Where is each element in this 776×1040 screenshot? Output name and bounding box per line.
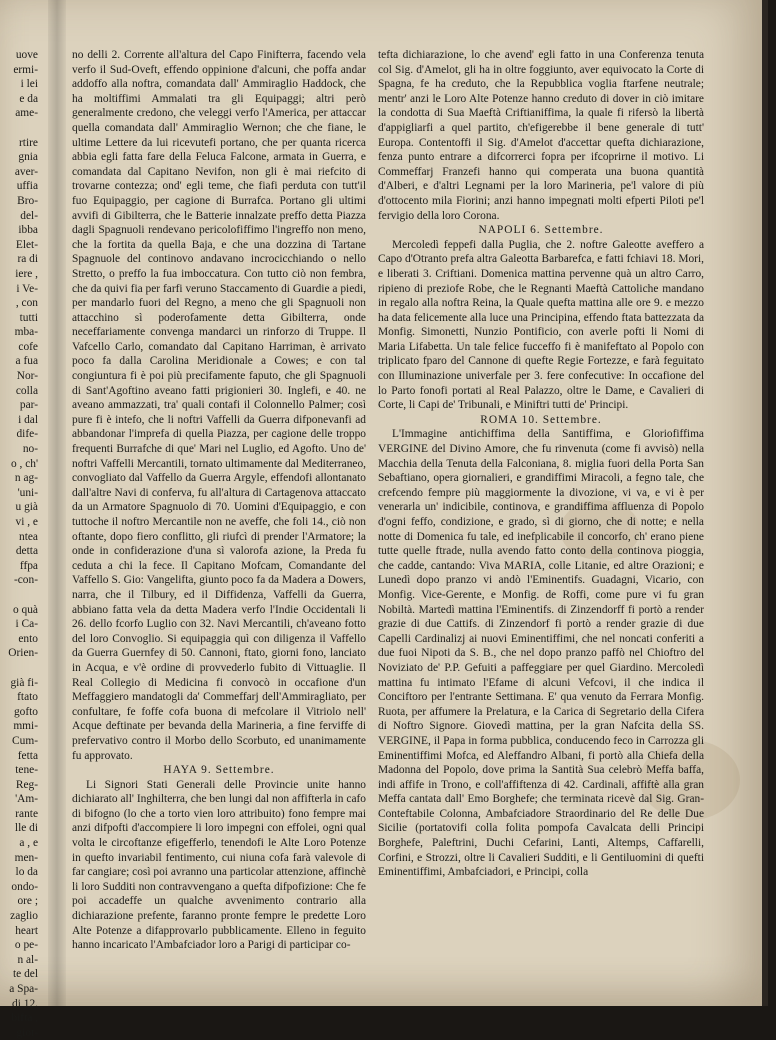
- margin-fragment: men-: [14, 851, 38, 864]
- margin-fragment: o quà: [13, 603, 38, 616]
- margin-fragment: Nor-: [16, 370, 38, 383]
- margin-fragment: colla: [15, 384, 38, 397]
- margin-fragment: di 12.: [12, 997, 38, 1010]
- margin-fragment: uffia: [16, 180, 38, 193]
- margin-fragment: Elet-: [15, 238, 38, 251]
- margin-fragment: cofe: [18, 340, 38, 353]
- left-margin-column: [0, 48, 38, 1039]
- middle-column: [72, 48, 366, 950]
- margin-fragment: ame-: [15, 107, 38, 120]
- haya-report-continued: tefta dichiarazione, lo che avend' egli fatto in una Conferenza tenuta col Sig. d'Amelot, gli ha in oltre foggiunto, aver equivocato la Corte di Spagna, fe ha creduto, che la Repubblica voglia ftarfene neutrale; mentr' anzi le Loro Alte Potenze hanno creduto di dover in ciò imitare la condotta di Sua Maeftà Criftianiffima, la quale fi rifersò la libertà d'appigliarfi a quel partito, ch'efigerebbe il bene generale di tutt' Europa. Contentoffi il Sig. d'Amelot d'accettar quefta dichiarazione, fenza punto entrare a difcorrerci fopra per ifcoprirne il motivo. Li Commeffarj Franzefi hanno qui comperata una buona quantità d'Alberi, e d'altri Legnami per la loro Marineria, pe'l valore di più d'ottocento mila Fiorini; anzi hanno impegnati molti efperti Piloti pe'l fervigio della loro Corona.: [378, 49, 704, 222]
- margin-fragment: a Spa-: [9, 983, 38, 995]
- margin-fragment: lle di: [14, 822, 38, 835]
- margin-fragment: zaglio: [10, 910, 38, 923]
- margin-fragment: rante: [15, 807, 38, 820]
- margin-fragment: i dal: [18, 413, 38, 426]
- margin-fragment: fetta: [17, 749, 38, 762]
- margin-fragment: rtire: [19, 136, 38, 149]
- roma-report: L'Immagine antichiffima della Santiffima, e Gloriofiffima VERGINE del Divino Amore, che fu rinvenuta (come fi avvisò) nella Macchia della Tenuta della Falconiana, 8. miglia fuori della Porta San Sebaftiano, opera giornalieri, e grandiffimi Miracoli, a fegno tale, che crefcendo fempre più maggiormente la divozione, vi va, e vi è per venerarla un' indicibile, continova, e grandiffima affluenza di Popolo d'ogni feffo, condizione, e grado, sì di giorno, che di notte; e nella notte di Domenica fu tale, ed inefplicabile il concorfo, ch' erano piene tutte quelle ftrade, nulla avendo fatto conto della continova pioggia, che cadde, cantando: Viva MARIA, colle Litanie, ed altre Orazioni; e Lunedì dopo pranzo vi andò l'Eminentifs. Guadagni, Vicario, con Monfig. Vice-Gerente, e Monfig. de Roffi, come pure vi fu gran Nobiltà. Martedì mattina l'Eminentifs. di Zinzendorff fi portò a render grazie di due Cattifs. di Zinzendorf fi portò a render grazie di due Capelli Cardinalizj ai nuovi Eminentiffimi, che nel noncati conferiti a due fuoi Nipoti da S. B., che nel dopo pranzo paffò nel Chioftro del Noviziato de' P.P. Gefuiti a paffeggiare per quel Giardino. Mercoledì mattina fu intimato l'Efame di alcuni Vefcovi, il che indica il Conciftoro per l'entrante Settimana. E' qua venuto da Ferrara Monfig. Ruota, per affumere la Prelatura, e la Carica di Segretario della Cifera di Noftro Signore. Giovedì mattina, per la gran Nafcita della SS. VERGINE, il Papa in forma pubblica, conducendo feco in Carrozza gli Eminentiffimi Mofca, ed Aleffandro Albani, fi portò alla Chiefa della Madonna del Popolo, dove prima la Santità Sua celebrò Meffa baffa, indi affife in Trono, e coll'affiftenza di 42. Cardinali, affiftè alla gran Meffa cantata dall' Emo Borghefe; che terminata ricevè dal Sig. Gran-Conteftabile Colonna, Ambafciadore Straordinario del Re delle Due Sicilie (portatovifi colla folita pompofa Cavalcata delli Principi Borghefe, Paleftrini, Duchi Cefarini, Lanti, Altemps, Caffarelli, Corfini, e Strozzi, oltre li Cavalieri Sudditi, e li Gentiluomini di quefti Eminentiffimi, Ambafciadori, e Principi, colla: [378, 428, 704, 879]
- margin-fragment: tene-: [15, 764, 38, 777]
- napoli-dateline: NAPOLI 6. Settembre.: [478, 224, 604, 237]
- margin-fragment: gofto: [13, 705, 38, 718]
- margin-fragment: Bro-: [17, 194, 38, 207]
- margin-fragment: ore ;: [17, 895, 38, 908]
- margin-fragment: i lei: [20, 78, 38, 91]
- margin-fragment: n al-: [17, 953, 38, 966]
- margin-fragment: o , ch': [10, 457, 38, 470]
- margin-fragment: ento: [18, 632, 38, 645]
- margin-fragment: e da: [19, 92, 38, 105]
- haya-dateline: HAYA 9. Settembre.: [163, 764, 275, 777]
- margin-fragment: 'Am-: [15, 793, 38, 806]
- margin-fragment: iere ,: [15, 267, 38, 280]
- margin-fragment: -con-: [13, 574, 38, 587]
- margin-fragment: giot-: [16, 1026, 38, 1039]
- margin-fragment: tutti: [19, 311, 38, 324]
- margin-fragment: u già: [15, 501, 38, 514]
- haya-report: Li Signori Stati Generali delle Provincie unite hanno dichiarato all' Inghilterra, che ben lungi dal non affifterla in cafo di bifogno (lo che a torto vien loro attribuito) fono fempre mai anzi difpofti d'accompiere li loro impegni con effolei, ogni qual volta le circoftanze efigefferlo, tenendofi le Alte Loro Potenze in quefto invariabil fentimento, cui niuna cofa farà valevole di far cangiare; così poi avranno una particolar attenzione, affinchè li loro Sudditi non contravvengano a quefta difpofizione: Che fe poi accadeffe un qualche avvenimento contrario alla dichiarazione prefente, faranno pronte fempre le predette Loro Alte Potenze a difapprovarlo pubblicamente. Elleno in feguito hanno incaricato l'Ambafciador loro a Parigi di participar co-: [72, 778, 366, 952]
- right-column: [378, 48, 704, 950]
- margin-fragment: te del: [13, 968, 38, 981]
- margin-fragment: ntea: [19, 530, 38, 543]
- margin-fragment: a fua: [15, 355, 38, 368]
- margin-fragment: ra di: [17, 253, 38, 266]
- margin-fragment: ffpa: [19, 559, 38, 572]
- margin-fragment: o pe-: [14, 939, 38, 952]
- margin-fragment: bifta ,: [11, 1012, 38, 1025]
- margin-fragment: mmi-: [13, 720, 38, 733]
- margin-fragment: Orien-: [8, 647, 38, 660]
- margin-fragment: detta: [15, 545, 38, 558]
- margin-fragment: n ag-: [14, 472, 38, 485]
- margin-fragment: vi , e: [15, 516, 38, 528]
- margin-fragment: a , e: [19, 837, 38, 850]
- margin-fragment: lo da: [15, 866, 38, 879]
- margin-fragment: ftato: [17, 691, 38, 704]
- margin-fragment: uove: [15, 49, 38, 61]
- margin-fragment: aver-: [14, 165, 38, 178]
- margin-fragment: gnia: [18, 151, 38, 164]
- margin-fragment: mba-: [14, 326, 38, 339]
- roma-dateline: ROMA 10. Settembre.: [480, 413, 602, 426]
- london-report: no delli 2. Corrente all'altura del Capo Finifterra, facendo vela verfo il Sud-Oveft, effendo oppinione d'alcuni, che poffa andar addoffo alla noftra, comandata dall' Ammiraglio Haddock, che ha moltiffimi Ammalati tra gli Equipaggi; altri però generalmente credono, che veleggi verfo l'America, per attaccar quella comandata dall' Ammiraglio Wernon; che che fiane, le ultime Lettere da lui ricevutefi portano, che per quanta ricerca abbia egli fatta fare della Feluca Falcone, armata in Guerra, e comandata dal Capitano Nevifon, non gli è mai riefcito di trovarne contezza; ond' egli teme, che fiafi perduta con tutt'il fuo Equipaggio, per cagione di Burrafca. Portano gli ultimi avvifi di Gibilterra, che le Batterie innalzate preffo detta Piazza dagli Spagnuoli rendevano pericolofiffimo l'ingreffo non meno, che la fortita da quella Baja, e che una dozzina di Tartane Spagnuole del continovo andavano incrocicchiando o nello Stretto, o preffo la fua imboccatura. Con tutto ciò non fembra, che da quivi fia per farfi veruno Staccamento di Guardie a piedi, per mandarlo fuori del Regno, a meno che gli Spagnuoli non attacchino sì poderofamente detta Gibilterra, onde neceffariamente convenga mandarci un rinforzo di Truppe. Il Vafcello Carlo, comandato dal Capitano Harriman, è arrivato poco fa dalla Carolina Meridionale a Cowes; e con tal congiuntura fi è poi più precifamente faputo, che gli Spagnuoli di Sant'Agoftino aveano fatti prigionieri 30. Inglefi, e 40. ne aveano ammazzati, tra' quali contafi il Colonnello Palmer; così pure fi è intefo, che li noftri Vaffelli da Guerra difponevanfi ad abbandonar l'imprefa di quella Piazza, per cagione delle troppo frequenti Burrafche di que' Mari nel Luglio, ed Agofto. Uno de' noftri Vaffelli Mercantili, tornato ultimamente dal Mediterraneo, convogliato dal Vaffello da Guerra Argyle, effendofi allontanato dall'altre Navi di conferva, fu all'altura di Cartagenova attaccato da un Armatore Spagnuolo di 70. Uomini d'Equipaggio, e con tuttoche il noftro Mercantile non ne aveffe, che foli 14., ciò non oftante, dopo fiero conflitto, gli riufcì di prender l'Armatore; la onde in confiderazione d'una sì valorofa azione, la Preda fu ceduta a chi la fece. Il Capitano Mofcam, Comandante del Vaffello S. Gio: Vangelifta, giunto poco fa da Madera a Dowers, narra, che il Tilbury, ed il Diffidenza, Vaffelli da Guerra, abbiano fatta vela da detta Madera verfo l'Indie Occidentali li 26. dello fcorfo Luglio con 32. Navi Mercantili, ch'aveano fotto del loro Convoglio. Si equipaggia quì con diligenza il Vaffello da Guerra Guernfey di 50. Cannoni, ftato, giorni fono, lanciato in Acqua, e v'è ordine di provvederlo fubito di Vittuaglie. Il Real Collegio di Medicina fi convocò in occafione d'un Meffaggiero mandatogli da' Commeffarj dell'Ammiragliato, per confultare, fe foffe cofa buona di mefcolare il Vitriolo nell' Acque deftinate per bevanda della Marineria, a fine ferviffe di prefervativo contro il Morbo dello Scorbuto, ed unanimamente fu approvato.: [72, 49, 366, 762]
- margin-fragment: ondo-: [11, 880, 38, 893]
- margin-fragment: par-: [19, 399, 38, 412]
- margin-fragment: , con: [15, 297, 38, 310]
- margin-fragment: no-: [22, 443, 38, 456]
- margin-fragment: Cum-: [12, 734, 38, 747]
- binding-gutter: [48, 0, 66, 1006]
- margin-fragment: ermi-: [13, 63, 38, 76]
- margin-fragment: [0, 121, 38, 136]
- margin-fragment: i Ve-: [16, 282, 38, 295]
- margin-fragment: già fi-: [10, 676, 38, 689]
- napoli-report: Mercoledì feppefi dalla Puglia, che 2. noftre Galeotte aveffero a Capo d'Otranto prefa altra Galeotta Barbarefca, e fatti fchiavi 18. Mori, e liberati 3. Criftiani. Domenica mattina pervenne quà un altro Carro, ripieno di preziofe Robe, che le Regnanti Maeftà Cattoliche mandano in regalo alla noftra Reina, la Quale quefta mattina alle ore 9. e mezzo ha data felicemente alla luce una Principina, effendo ftata battezzata da Monfig. Simonetti, Nunzio Pontificio, con averle pofti li Nomi di Maria Lifabetta. Un tale felice fucceffo fi è manifeftato al Popolo con triplicato fparo del Cannone di quefte Regie Fortezze, e farà feguitato con Illuminazione univerfale per 3. fere confecutive: In occafione del lo Parto fonofi portati al Real Palazzo, oltre le Dame, e Cavalieri di Corte, li Capi de' Tribunali, e Miniftri tutti de' Principi.: [378, 238, 704, 412]
- margin-fragment: Reg-: [15, 778, 38, 791]
- margin-fragment: del-: [20, 209, 38, 222]
- margin-fragment: 'uni-: [17, 486, 38, 499]
- margin-fragment: heart: [15, 924, 38, 937]
- margin-fragment: ibba: [18, 224, 38, 237]
- margin-fragment: [0, 661, 38, 676]
- margin-fragment: i Ca-: [15, 618, 38, 631]
- margin-fragment: dife-: [16, 428, 38, 441]
- margin-fragment: [0, 588, 38, 603]
